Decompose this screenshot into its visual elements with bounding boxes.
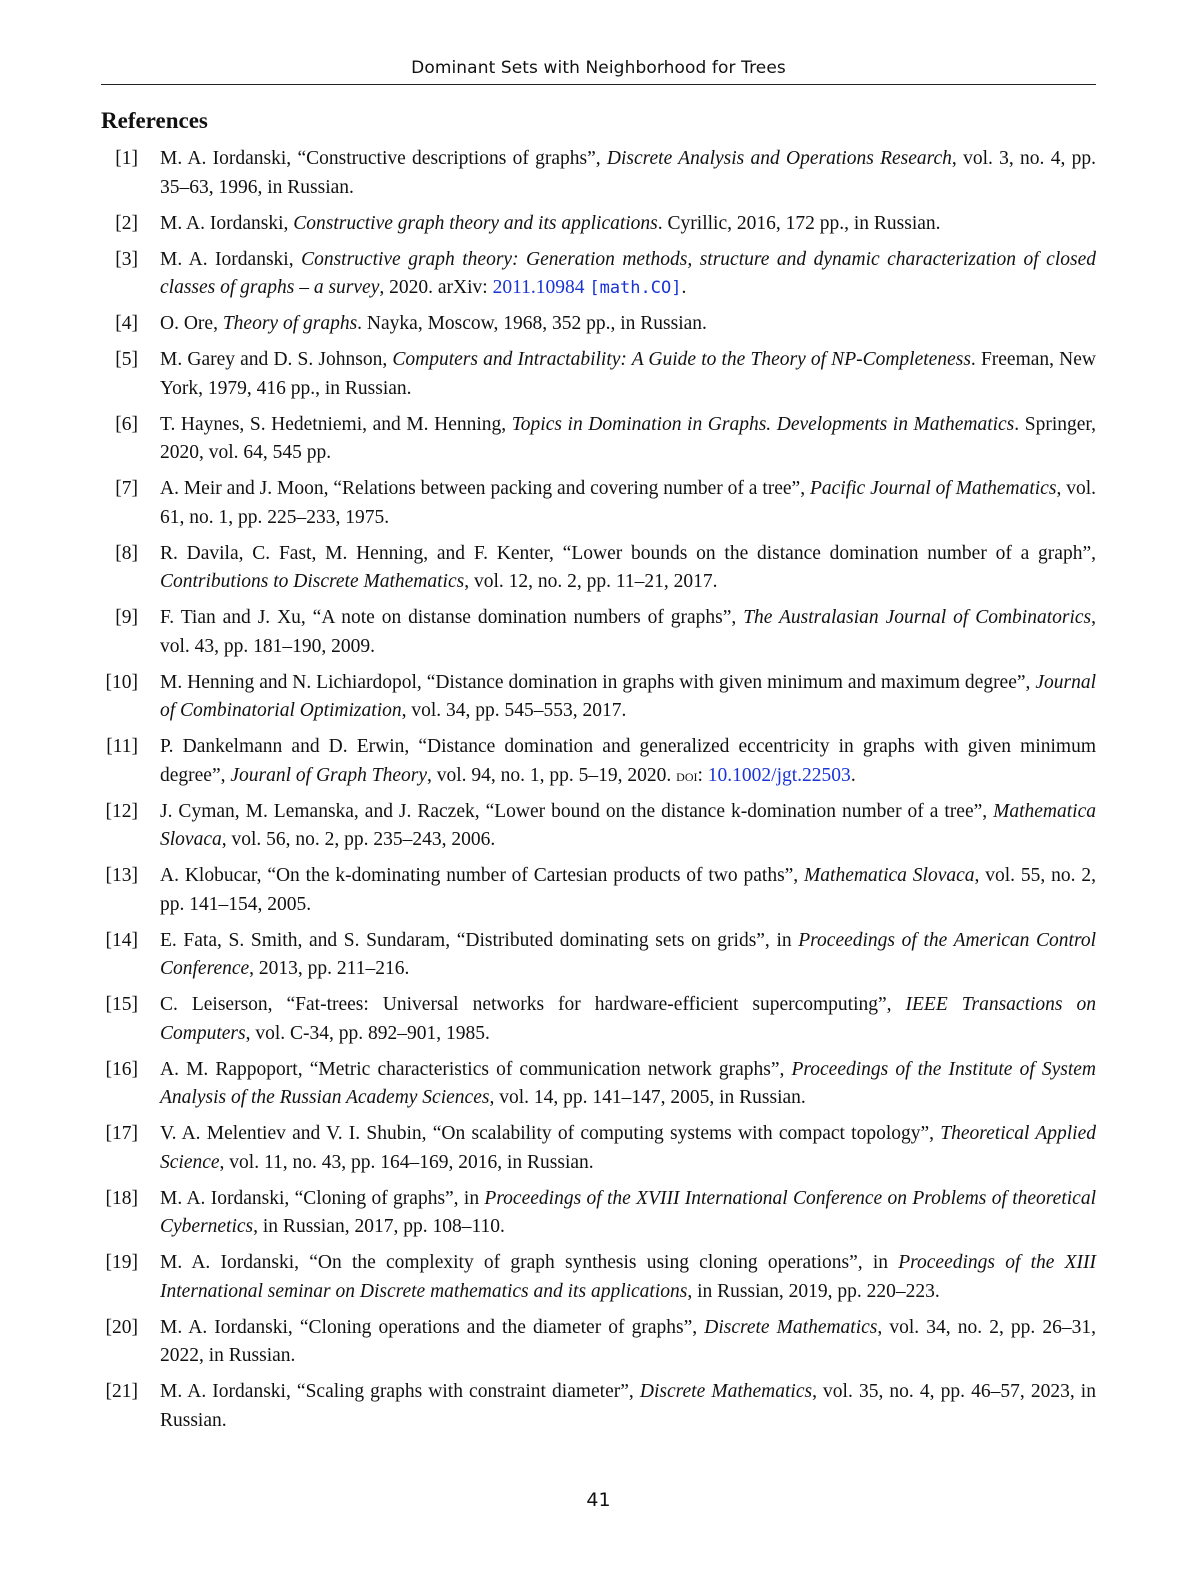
reference-title: Proceedings of the XIII International seminar on Discrete mathematics and its applications — [160, 1252, 1096, 1302]
reference-title: Constructive graph theory and its applications — [293, 212, 658, 234]
reference-title: Mathematica Slovaca — [804, 865, 975, 886]
reference-text — [160, 733, 1096, 790]
reference-number: [10] — [105, 671, 138, 693]
reference-number: [11] — [106, 736, 138, 757]
reference-details: , vol. 14, pp. 141–147, 2005, in Russian. — [489, 1087, 806, 1108]
reference-number: [3] — [115, 248, 138, 270]
reference-item — [101, 1314, 1096, 1371]
reference-text — [160, 310, 1096, 339]
reference-item — [101, 475, 1096, 532]
reference-details: . Springer, 2020, vol. 64, 545 pp. — [160, 413, 1096, 463]
reference-details: , in Russian, 2019, pp. 220–223. — [687, 1280, 940, 1302]
reference-authors: M. Henning and N. Lichiardopol, “Distance domination in graphs with given minimum and maximum degree”, — [160, 671, 1036, 693]
reference-title: Theory of graphs — [222, 313, 358, 334]
reference-item — [101, 310, 1096, 339]
reference-authors: M. A. Iordanski, “Constructive descriptions of graphs”, — [160, 148, 607, 169]
reference-text — [160, 1378, 1096, 1435]
reference-item — [101, 1120, 1096, 1177]
reference-authors: M. A. Iordanski, — [160, 212, 294, 234]
reference-details: , vol. 61, no. 1, pp. 225–233, 1975. — [160, 478, 1096, 528]
reference-item — [101, 346, 1096, 403]
reference-title: Theoretical Applied Science — [160, 1123, 1096, 1173]
reference-title: Constructive graph theory: Generation methods, structure and dynamic characterization of closed classes of graphs – a survey — [160, 248, 1096, 298]
reference-number: [18] — [105, 1187, 138, 1209]
reference-item — [101, 1056, 1096, 1113]
reference-text — [160, 1056, 1096, 1113]
references-heading: References — [101, 108, 208, 133]
reference-text — [160, 1185, 1096, 1242]
reference-text — [160, 346, 1096, 403]
reference-authors: V. A. Melentiev and V. I. Shubin, “On scalability of computing systems with compact topology”, — [160, 1123, 941, 1144]
reference-authors: A. M. Rappoport, “Metric characteristics of communication network graphs”, — [160, 1058, 792, 1080]
reference-title: Topics in Domination in Graphs. Developments in Mathematics — [511, 413, 1015, 435]
reference-details: , vol. 34, no. 2, pp. 26–31, 2022, in Russian. — [160, 1316, 1097, 1366]
reference-item — [101, 411, 1096, 468]
reference-text — [160, 862, 1096, 919]
reference-item — [101, 862, 1096, 919]
reference-text — [160, 927, 1096, 984]
reference-item — [101, 145, 1096, 202]
reference-details: , vol. 3, no. 4, pp. 35–63, 1996, in Russian. — [160, 148, 1096, 198]
running-header: Dominant Sets with Neighborhood for Trees — [411, 58, 786, 78]
reference-text — [160, 475, 1096, 532]
reference-details: . Nayka, Moscow, 1968, 352 pp., in Russian. — [357, 313, 707, 334]
reference-text — [160, 798, 1096, 855]
reference-text — [160, 540, 1096, 597]
reference-text — [160, 1314, 1096, 1371]
reference-authors: C. Leiserson, “Fat-trees: Universal networks for hardware-efficient supercomputing”, — [160, 994, 906, 1015]
reference-number: [13] — [105, 865, 138, 886]
reference-text — [160, 210, 1096, 239]
reference-title: Journal of Combinatorial Optimization — [160, 671, 1096, 721]
reference-authors: M. A. Iordanski, “On the complexity of graph synthesis using cloning operations”, in — [160, 1252, 899, 1273]
reference-number: [19] — [105, 1252, 138, 1273]
reference-title: Computers and Intractability: A Guide to the Theory of NP-Completeness — [392, 349, 971, 370]
reference-title: Discrete Mathematics — [639, 1381, 813, 1402]
reference-item — [101, 733, 1096, 790]
reference-number: [1] — [115, 148, 138, 169]
reference-authors: A. Meir and J. Moon, “Relations between packing and covering number of a tree”, — [160, 478, 810, 499]
reference-details: , vol. 11, no. 43, pp. 164–169, 2016, in Russian. — [219, 1151, 594, 1173]
reference-title: Mathematica Slovaca — [160, 800, 1096, 850]
reference-item — [101, 669, 1096, 726]
header-rule — [101, 84, 1096, 85]
reference-details: . Cyrillic, 2016, 172 pp., in Russian. — [657, 212, 941, 234]
doi-separator: : — [697, 764, 708, 786]
page-number: 41 — [586, 1489, 611, 1511]
reference-item — [101, 1249, 1096, 1306]
reference-number: [4] — [115, 313, 138, 334]
reference-end: . — [850, 764, 856, 786]
reference-number: [7] — [115, 478, 138, 499]
reference-number: [17] — [105, 1123, 138, 1144]
reference-details: , vol. 35, no. 4, pp. 46–57, 2023, in Russian. — [160, 1381, 1096, 1431]
reference-details: , vol. 34, pp. 545–553, 2017. — [401, 700, 627, 721]
reference-details: , vol. 55, no. 2, pp. 141–154, 2005. — [160, 865, 1096, 915]
reference-authors: A. Klobucar, “On the k-dominating number of Cartesian products of two paths”, — [160, 865, 805, 886]
reference-text — [160, 991, 1096, 1048]
reference-title: Proceedings of the Institute of System Analysis of the Russian Academy Sciences — [160, 1058, 1096, 1108]
reference-details: , vol. 94, no. 1, pp. 5–19, 2020. — [427, 764, 677, 786]
arxiv-category[interactable]: [math.CO] — [589, 278, 682, 298]
reference-details: . Freeman, New York, 1979, 416 pp., in Russian. — [160, 349, 1097, 399]
reference-item — [101, 927, 1096, 984]
reference-item — [101, 798, 1096, 855]
reference-number: [8] — [115, 542, 138, 564]
reference-number: [14] — [105, 929, 138, 951]
reference-details: , vol. 12, no. 2, pp. 11–21, 2017. — [464, 571, 718, 592]
reference-title: Discrete Mathematics — [704, 1316, 878, 1338]
reference-item — [101, 540, 1096, 597]
reference-number: [2] — [115, 212, 138, 234]
reference-authors: M. A. Iordanski, — [160, 248, 302, 270]
doi-label: doi — [676, 765, 698, 785]
reference-authors: M. A. Iordanski, “Cloning of graphs”, in — [160, 1187, 485, 1209]
reference-title: IEEE Transactions on Computers — [160, 994, 1096, 1044]
reference-item — [101, 604, 1096, 661]
reference-number: [20] — [105, 1316, 138, 1338]
reference-details: , vol. C-34, pp. 892–901, 1985. — [245, 1022, 490, 1044]
reference-details: , 2020. arXiv: — [379, 277, 493, 298]
reference-number: [15] — [105, 994, 138, 1015]
reference-authors: J. Cyman, M. Lemanska, and J. Raczek, “Lower bound on the distance k-domination number of a tree”, — [160, 800, 994, 822]
reference-title: Proceedings of the American Control Conference — [160, 929, 1096, 979]
reference-text — [160, 1249, 1096, 1306]
reference-title: The Australasian Journal of Combinatorics — [743, 607, 1092, 628]
reference-details: , vol. 43, pp. 181–190, 2009. — [160, 607, 1096, 657]
reference-text — [160, 669, 1096, 726]
reference-authors: P. Dankelmann and D. Erwin, “Distance domination and generalized eccentricity in graphs with given minimum degree”, — [160, 736, 1096, 786]
reference-item — [101, 991, 1096, 1048]
reference-authors: O. Ore, — [160, 313, 223, 334]
reference-title: Pacific Journal of Mathematics — [809, 478, 1057, 499]
reference-title: Discrete Analysis and Operations Research — [606, 148, 952, 169]
reference-number: [12] — [105, 800, 138, 822]
reference-end: . — [681, 277, 687, 298]
reference-authors: E. Fata, S. Smith, and S. Sundaram, “Distributed dominating sets on grids”, in — [160, 929, 799, 951]
reference-text — [160, 145, 1096, 202]
reference-link[interactable]: 2011.10984 — [492, 277, 585, 298]
reference-title: Contributions to Discrete Mathematics — [160, 571, 465, 592]
reference-authors: F. Tian and J. Xu, “A note on distanse domination numbers of graphs”, — [160, 607, 744, 628]
reference-authors: M. A. Iordanski, “Cloning operations and the diameter of graphs”, — [160, 1316, 705, 1338]
reference-authors: R. Davila, C. Fast, M. Henning, and F. Kenter, “Lower bounds on the distance domination number of a graph”, — [160, 542, 1096, 564]
reference-item — [101, 1378, 1096, 1435]
reference-details: , in Russian, 2017, pp. 108–110. — [253, 1216, 505, 1237]
reference-text — [160, 1120, 1096, 1177]
reference-number: [6] — [115, 413, 138, 435]
reference-number: [5] — [115, 349, 138, 370]
reference-item — [101, 210, 1096, 239]
reference-authors: M. Garey and D. S. Johnson, — [160, 349, 393, 370]
reference-text — [160, 246, 1096, 303]
reference-number: [16] — [105, 1058, 138, 1080]
reference-title: Proceedings of the XVIII International Conference on Problems of theoretical Cybernetics — [160, 1187, 1096, 1237]
reference-list — [101, 145, 1096, 1443]
reference-authors: T. Haynes, S. Hedetniemi, and M. Henning, — [160, 413, 512, 435]
reference-authors: M. A. Iordanski, “Scaling graphs with constraint diameter”, — [160, 1381, 640, 1402]
reference-text — [160, 411, 1096, 468]
reference-link[interactable]: 10.1002/jgt.22503 — [707, 764, 851, 786]
reference-item — [101, 246, 1096, 303]
reference-title: Jouranl of Graph Theory — [230, 764, 427, 786]
reference-details: , 2013, pp. 211–216. — [249, 958, 410, 979]
reference-number: [9] — [115, 607, 138, 628]
reference-number: [21] — [105, 1381, 138, 1402]
reference-text — [160, 604, 1096, 661]
reference-details: , vol. 56, no. 2, pp. 235–243, 2006. — [221, 829, 496, 850]
reference-item — [101, 1185, 1096, 1242]
